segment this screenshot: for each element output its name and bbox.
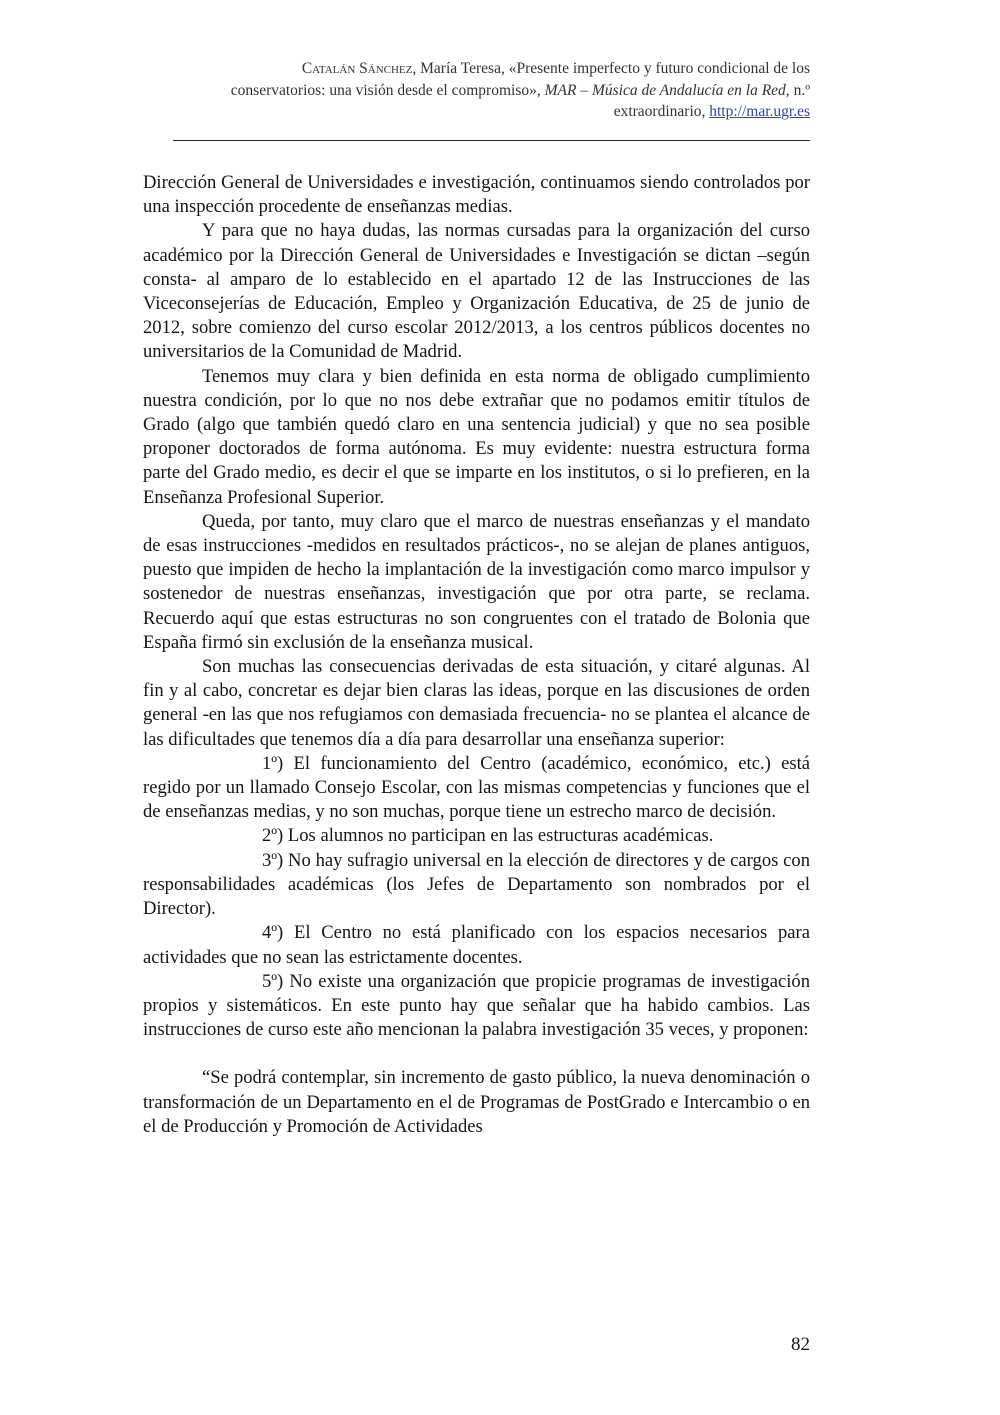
quotation: “Se podrá contemplar, sin incremento de gasto público, la nueva denominación o transformación de un Departamento en el de Programas de PostGrado e Intercambio o en el de Producción y Promoción de Actividades: [143, 1067, 810, 1137]
header-divider: [173, 140, 810, 141]
paragraph: Dirección General de Universidades e investigación, continuamos siendo controlados por una inspección procedente de enseñanzas medias.: [143, 172, 810, 218]
header-citation-line-3: [180, 101, 810, 123]
body-text: [143, 171, 810, 1139]
paragraph: Son muchas las consecuencias derivadas de esta situación, y citaré algunas. Al fin y al cabo, concretar es dejar bien claras las ideas, porque en las discusiones de orden general -en las que nos refugiamos con demasiada frecuencia- no se plantea el alcance de las dificultades que tenemos día a día para desarrollar una enseñanza superior:: [143, 656, 810, 750]
header-title-end: conservatorios: una visión desde el compromiso»,: [230, 81, 545, 99]
blank-line: [143, 1042, 810, 1066]
list-item: 1º) El funcionamiento del Centro (académico, económico, etc.) está regido por un llamado Consejo Escolar, con las mismas competencias y funciones que el de enseñanzas medias, y no son muchas, porque tiene un estrecho marco de decisión.: [143, 752, 810, 823]
list-item: 5º) No existe una organización que propicie programas de investigación propios y sistemáticos. En este punto hay que señalar que ha habido cambios. Las instrucciones de curso este año mencionan la palabra investigación 35 veces, y proponen:: [143, 970, 810, 1041]
header-url-link[interactable]: http://mar.ugr.es: [709, 103, 810, 120]
paragraph: Y para que no haya dudas, las normas cursadas para la organización del curso académico por la Dirección General de Universidades e Investigación se dictan –según consta- al amparo de lo establecido en el apartado 12 de las Instrucciones de las Viceconsejerías de Educación, Empleo y Organización Educativa, de 25 de junio de 2012, sobre comienzo del curso escolar 2012/2013, a los centros públicos docentes no universitarios de la Comunidad de Madrid.: [143, 220, 810, 363]
header-citation-line-1: [180, 58, 810, 80]
paragraph: Tenemos muy clara y bien definida en esta norma de obligado cumplimiento nuestra condición, por lo que no nos debe extrañar que no podamos emitir títulos de Grado (algo que también quedó claro en una sentencia judicial) y que no sea posible proponer doctorados de forma autónoma. Es muy evidente: nuestra estructura forma parte del Grado medio, es decir el que se imparte en los institutos, o si lo prefieren, en la Enseñanza Profesional Superior.: [143, 365, 810, 508]
header-issue-type: extraordinario,: [613, 103, 710, 120]
header-citation-line-2: [180, 80, 810, 102]
header-issue: n.º: [789, 81, 810, 99]
list-item: 3º) No hay sufragio universal en la elección de directores y de cargos con responsabilidades académicas (los Jefes de Departamento son nombrados por el Director).: [143, 849, 810, 920]
list-item: 2º) Los alumnos no participan en las estructuras académicas.: [262, 825, 714, 847]
header-author-surname: Catalán Sánchez: [301, 60, 413, 77]
running-header: [180, 58, 810, 123]
header-journal: MAR – Música de Andalucía en la Red,: [544, 81, 790, 99]
page-number: 82: [791, 1334, 810, 1355]
paragraph: Queda, por tanto, muy claro que el marco de nuestras enseñanzas y el mandato de esas instrucciones -medidos en resultados prácticos-, no se alejan de planes antiguos, puesto que impiden de hecho la implantación de la investigación como marco impulsor y sostenedor de nuestras enseñanzas, investigación que por otra parte, se reclama. Recuerdo aquí que estas estructuras no son congruentes con el tratado de Bolonia que España firmó sin exclusión de la enseñanza musical.: [143, 510, 810, 653]
header-author-rest: , María Teresa, «Presente imperfecto y futuro condicional de los: [412, 60, 810, 77]
list-item: 4º) El Centro no está planificado con los espacios necesarios para actividades que no sean las estrictamente docentes.: [143, 922, 810, 968]
